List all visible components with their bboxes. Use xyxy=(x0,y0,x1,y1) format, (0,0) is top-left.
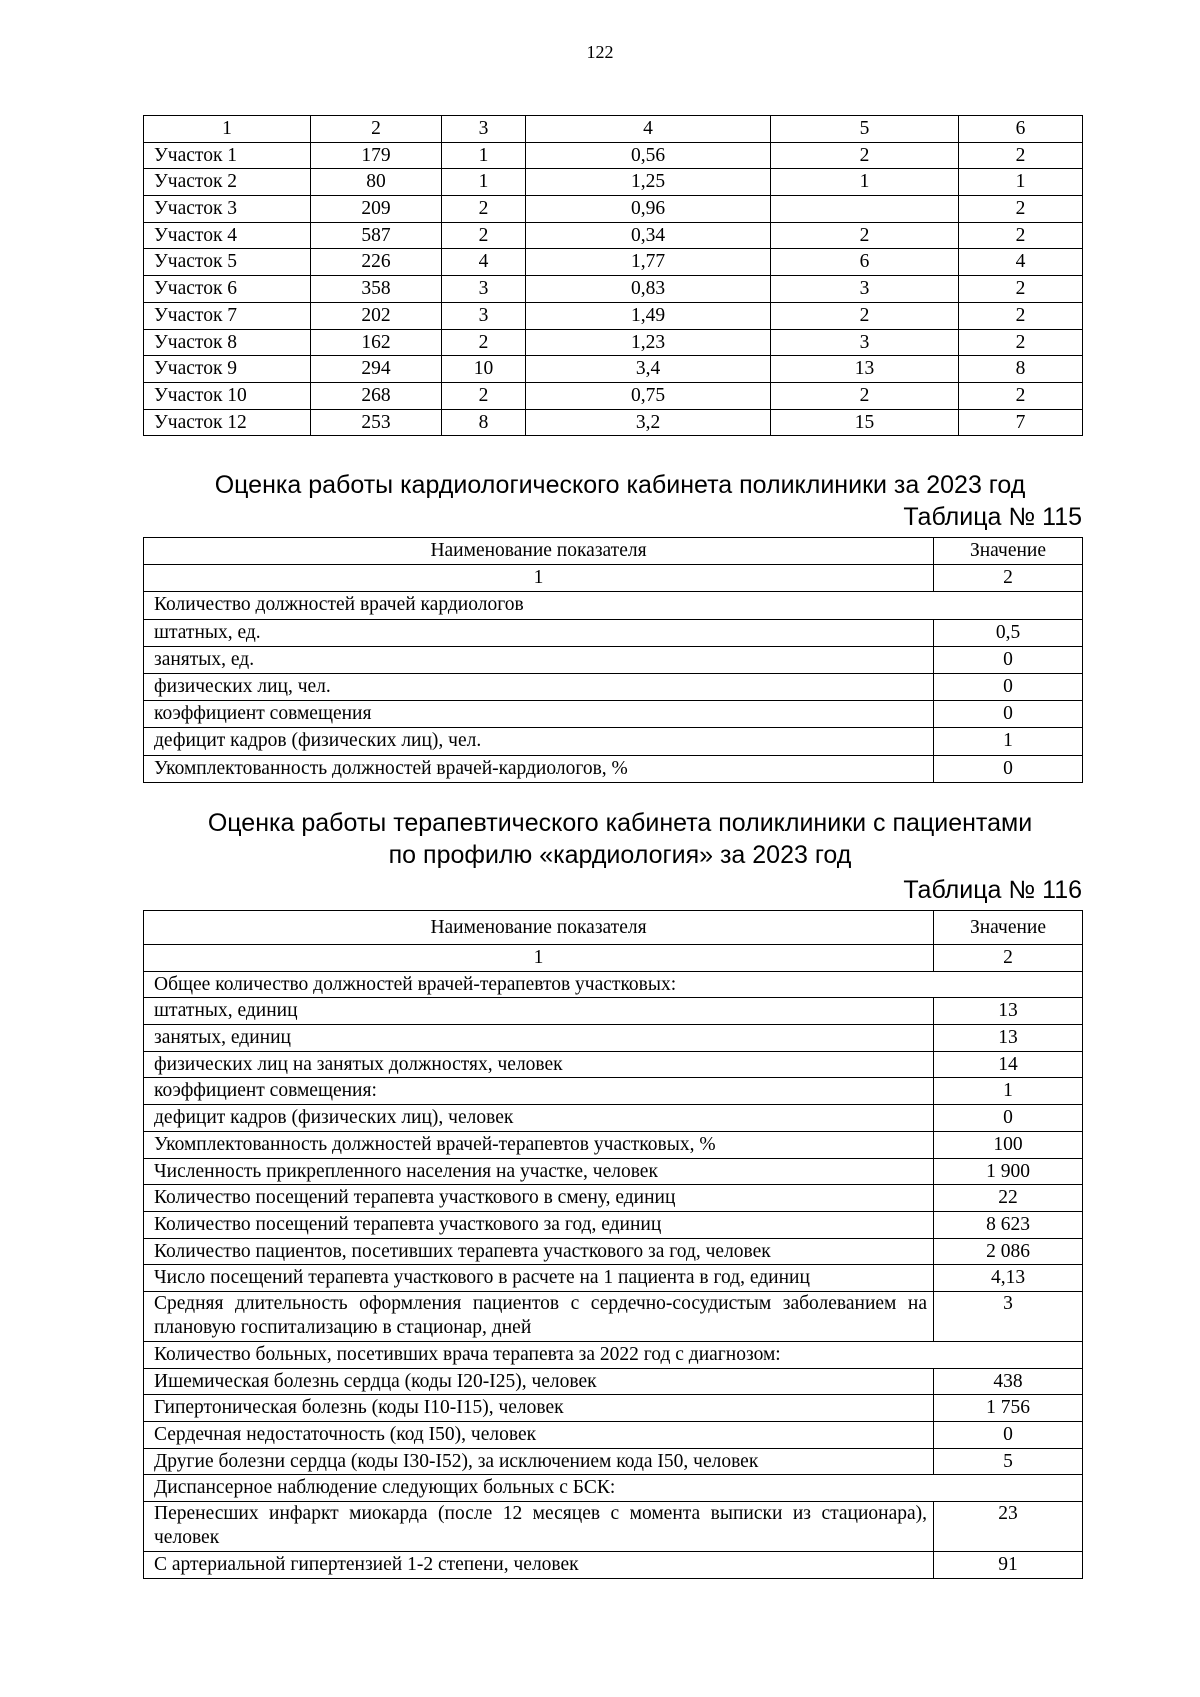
indicator-label: штатных, единиц xyxy=(144,998,934,1025)
indicator-value: 2 086 xyxy=(934,1238,1083,1265)
table-cell: 4 xyxy=(959,249,1083,276)
indicator-label: Ишемическая болезнь сердца (коды I20-I25), человек xyxy=(144,1368,934,1395)
table-row xyxy=(144,1502,1083,1552)
table-row xyxy=(144,1265,1083,1292)
table-cell: 1,77 xyxy=(526,249,771,276)
table-116 xyxy=(143,910,1083,1579)
table-row xyxy=(144,1395,1083,1422)
station-name: Участок 6 xyxy=(144,276,311,303)
column-number: 3 xyxy=(442,116,526,143)
table-cell: 8 xyxy=(959,356,1083,383)
table-cell: 294 xyxy=(311,356,442,383)
table-header-row xyxy=(144,538,1083,565)
table-cell: 2 xyxy=(442,329,526,356)
column-number: 1 xyxy=(144,565,934,592)
table-row xyxy=(144,1185,1083,1212)
table-cell: 2 xyxy=(771,142,959,169)
table-row xyxy=(144,1211,1083,1238)
table-cell: 2 xyxy=(959,196,1083,223)
indicator-value: 1 xyxy=(934,1078,1083,1105)
indicator-label: Средняя длительность оформления пациентов с сердечно-сосудистым заболеванием на плановую госпитализацию в стационар, дней xyxy=(144,1291,934,1341)
section-116-title-line2: по профилю «кардиология» за 2023 год xyxy=(388,841,852,869)
section-116-title-line1: Оценка работы терапевтического кабинета поликлиники с пациентами xyxy=(207,809,1033,837)
table-row xyxy=(144,998,1083,1025)
table-cell: 1 xyxy=(959,169,1083,196)
table-cell: 3 xyxy=(442,302,526,329)
table-cell: 0,34 xyxy=(526,222,771,249)
table-116-group1 xyxy=(144,998,1083,1292)
table-cell: 3 xyxy=(771,276,959,303)
table-116-tail xyxy=(144,1475,1083,1578)
table-row xyxy=(144,1238,1083,1265)
table-row xyxy=(144,249,1083,276)
table-cell: 8 xyxy=(442,409,526,436)
indicator-value: 0 xyxy=(934,755,1083,782)
table-stations-body xyxy=(144,116,1083,436)
table-cell: 1,23 xyxy=(526,329,771,356)
column-number: 6 xyxy=(959,116,1083,143)
column-header: Значение xyxy=(934,538,1083,565)
indicator-label: Количество посещений терапевта участкового в смену, единиц xyxy=(144,1185,934,1212)
indicator-value: 0,5 xyxy=(934,619,1083,646)
table-row xyxy=(144,701,1083,728)
station-name: Участок 3 xyxy=(144,196,311,223)
table-cell: 7 xyxy=(959,409,1083,436)
table-cell: 0,83 xyxy=(526,276,771,303)
indicator-label: Сердечная недостаточность (код I50), человек xyxy=(144,1422,934,1449)
group-row xyxy=(144,1341,1083,1368)
table-cell: 179 xyxy=(311,142,442,169)
table-row xyxy=(144,302,1083,329)
table-cell: 3 xyxy=(771,329,959,356)
table-115 xyxy=(143,537,1083,783)
indicator-label: Количество пациентов, посетивших терапевта участкового за год, человек xyxy=(144,1238,934,1265)
table-row xyxy=(144,169,1083,196)
station-name: Участок 9 xyxy=(144,356,311,383)
indicator-value: 0 xyxy=(934,1105,1083,1132)
table-row xyxy=(144,1025,1083,1052)
column-number: 4 xyxy=(526,116,771,143)
table-cell: 1 xyxy=(771,169,959,196)
table-cell: 1 xyxy=(442,169,526,196)
column-number: 2 xyxy=(311,116,442,143)
indicator-value: 8 623 xyxy=(934,1211,1083,1238)
indicator-label: коэффициент совмещения xyxy=(144,701,934,728)
station-name: Участок 7 xyxy=(144,302,311,329)
table-row xyxy=(144,646,1083,673)
table-cell: 3 xyxy=(442,276,526,303)
indicator-label: Гипертоническая болезнь (коды I10-I15), человек xyxy=(144,1395,934,1422)
group-title: Диспансерное наблюдение следующих больных с БСК: xyxy=(144,1475,1083,1502)
table-115-number: Таблица № 115 xyxy=(903,503,1082,531)
table-cell: 587 xyxy=(311,222,442,249)
table-cell: 13 xyxy=(771,356,959,383)
column-number-row xyxy=(144,565,1083,592)
table-row xyxy=(144,142,1083,169)
station-name: Участок 5 xyxy=(144,249,311,276)
indicator-value: 22 xyxy=(934,1185,1083,1212)
table-row xyxy=(144,196,1083,223)
table-row xyxy=(144,1422,1083,1449)
table-row xyxy=(144,1078,1083,1105)
table-116-body xyxy=(144,911,1083,998)
table-cell: 0,75 xyxy=(526,382,771,409)
column-number: 2 xyxy=(934,565,1083,592)
indicator-value: 91 xyxy=(934,1552,1083,1579)
indicator-value: 13 xyxy=(934,1025,1083,1052)
column-number: 2 xyxy=(934,945,1083,972)
indicator-value: 1 756 xyxy=(934,1395,1083,1422)
column-header: Наименование показателя xyxy=(144,538,934,565)
column-header: Значение xyxy=(934,911,1083,945)
table-cell: 0,56 xyxy=(526,142,771,169)
indicator-label: Укомплектованность должностей врачей-кардиологов, % xyxy=(144,755,934,782)
table-cell: 2 xyxy=(771,302,959,329)
table-116-duration xyxy=(144,1291,1083,1368)
table-row xyxy=(144,1368,1083,1395)
group-title: Общее количество должностей врачей-терапевтов участковых: xyxy=(144,971,1083,998)
table-stations xyxy=(143,115,1083,436)
section-115-title: Оценка работы кардиологического кабинета поликлиники за 2023 год xyxy=(214,471,1026,499)
table-row xyxy=(144,329,1083,356)
indicator-value: 438 xyxy=(934,1368,1083,1395)
group-row xyxy=(144,971,1083,998)
indicator-label: Число посещений терапевта участкового в расчете на 1 пациента в год, единиц xyxy=(144,1265,934,1292)
column-number: 5 xyxy=(771,116,959,143)
station-name: Участок 4 xyxy=(144,222,311,249)
indicator-label: Перенесших инфаркт миокарда (после 12 месяцев с момента выписки из стационара), человек xyxy=(144,1502,934,1552)
table-cell: 0,96 xyxy=(526,196,771,223)
table-cell: 3,4 xyxy=(526,356,771,383)
table-cell: 80 xyxy=(311,169,442,196)
indicator-label: дефицит кадров (физических лиц), чел. xyxy=(144,728,934,755)
column-header: Наименование показателя xyxy=(144,911,934,945)
table-row xyxy=(144,619,1083,646)
station-name: Участок 1 xyxy=(144,142,311,169)
column-number: 1 xyxy=(144,116,311,143)
station-name: Участок 12 xyxy=(144,409,311,436)
table-cell: 202 xyxy=(311,302,442,329)
indicator-value: 0 xyxy=(934,701,1083,728)
indicator-label: штатных, ед. xyxy=(144,619,934,646)
table-cell: 2 xyxy=(959,222,1083,249)
indicator-label: занятых, единиц xyxy=(144,1025,934,1052)
table-cell: 10 xyxy=(442,356,526,383)
table-cell: 2 xyxy=(959,142,1083,169)
table-cell xyxy=(771,196,959,223)
table-row xyxy=(144,1552,1083,1579)
indicator-value: 23 xyxy=(934,1502,1083,1552)
station-name: Участок 8 xyxy=(144,329,311,356)
table-cell: 1,49 xyxy=(526,302,771,329)
indicator-value: 100 xyxy=(934,1131,1083,1158)
table-cell: 1,25 xyxy=(526,169,771,196)
indicator-label: физических лиц на занятых должностях, человек xyxy=(144,1051,934,1078)
indicator-value: 3 xyxy=(934,1291,1083,1341)
indicator-label: С артериальной гипертензией 1-2 степени, человек xyxy=(144,1552,934,1579)
table-row xyxy=(144,1131,1083,1158)
indicator-label: Численность прикрепленного населения на участке, человек xyxy=(144,1158,934,1185)
table-cell: 2 xyxy=(442,222,526,249)
table-cell: 226 xyxy=(311,249,442,276)
table-row xyxy=(144,1291,1083,1341)
table-row xyxy=(144,1051,1083,1078)
table-row xyxy=(144,728,1083,755)
indicator-label: Другие болезни сердца (коды I30-I52), за исключением кода I50, человек xyxy=(144,1448,934,1475)
table-115-body xyxy=(144,538,1083,783)
indicator-value: 0 xyxy=(934,1422,1083,1449)
table-cell: 4 xyxy=(442,249,526,276)
group-title: Количество больных, посетивших врача терапевта за 2022 год с диагнозом: xyxy=(144,1341,1083,1368)
group-row xyxy=(144,592,1083,619)
table-cell: 1 xyxy=(442,142,526,169)
indicator-label: дефицит кадров (физических лиц), человек xyxy=(144,1105,934,1132)
table-cell: 2 xyxy=(442,382,526,409)
table-row xyxy=(144,1105,1083,1132)
station-name: Участок 10 xyxy=(144,382,311,409)
table-cell: 15 xyxy=(771,409,959,436)
table-cell: 2 xyxy=(959,329,1083,356)
table-row xyxy=(144,222,1083,249)
table-cell: 358 xyxy=(311,276,442,303)
table-header-row xyxy=(144,116,1083,143)
indicator-value: 4,13 xyxy=(934,1265,1083,1292)
table-cell: 2 xyxy=(959,382,1083,409)
indicator-value: 0 xyxy=(934,646,1083,673)
table-cell: 6 xyxy=(771,249,959,276)
table-116-group2 xyxy=(144,1368,1083,1475)
indicator-label: Количество посещений терапевта участкового за год, единиц xyxy=(144,1211,934,1238)
table-cell: 2 xyxy=(959,302,1083,329)
table-row xyxy=(144,1158,1083,1185)
table-row xyxy=(144,382,1083,409)
table-row xyxy=(144,1448,1083,1475)
table-row xyxy=(144,673,1083,700)
table-cell: 268 xyxy=(311,382,442,409)
table-116-number: Таблица № 116 xyxy=(903,876,1082,904)
indicator-value: 5 xyxy=(934,1448,1083,1475)
table-cell: 2 xyxy=(771,222,959,249)
table-cell: 209 xyxy=(311,196,442,223)
table-header-row xyxy=(144,911,1083,945)
indicator-label: занятых, ед. xyxy=(144,646,934,673)
table-cell: 2 xyxy=(959,276,1083,303)
table-cell: 162 xyxy=(311,329,442,356)
table-cell: 253 xyxy=(311,409,442,436)
indicator-label: физических лиц, чел. xyxy=(144,673,934,700)
table-cell: 2 xyxy=(771,382,959,409)
indicator-value: 0 xyxy=(934,673,1083,700)
indicator-value: 14 xyxy=(934,1051,1083,1078)
group-title: Количество должностей врачей кардиологов xyxy=(144,592,1083,619)
table-cell: 3,2 xyxy=(526,409,771,436)
table-row xyxy=(144,755,1083,782)
table-cell: 2 xyxy=(442,196,526,223)
column-number: 1 xyxy=(144,945,934,972)
column-number-row xyxy=(144,945,1083,972)
indicator-value: 1 xyxy=(934,728,1083,755)
group-row xyxy=(144,1475,1083,1502)
table-row xyxy=(144,356,1083,383)
indicator-value: 13 xyxy=(934,998,1083,1025)
table-row xyxy=(144,409,1083,436)
indicator-label: коэффициент совмещения: xyxy=(144,1078,934,1105)
table-row xyxy=(144,276,1083,303)
station-name: Участок 2 xyxy=(144,169,311,196)
page-number: 122 xyxy=(586,42,614,62)
indicator-label: Укомплектованность должностей врачей-терапевтов участковых, % xyxy=(144,1131,934,1158)
indicator-value: 1 900 xyxy=(934,1158,1083,1185)
